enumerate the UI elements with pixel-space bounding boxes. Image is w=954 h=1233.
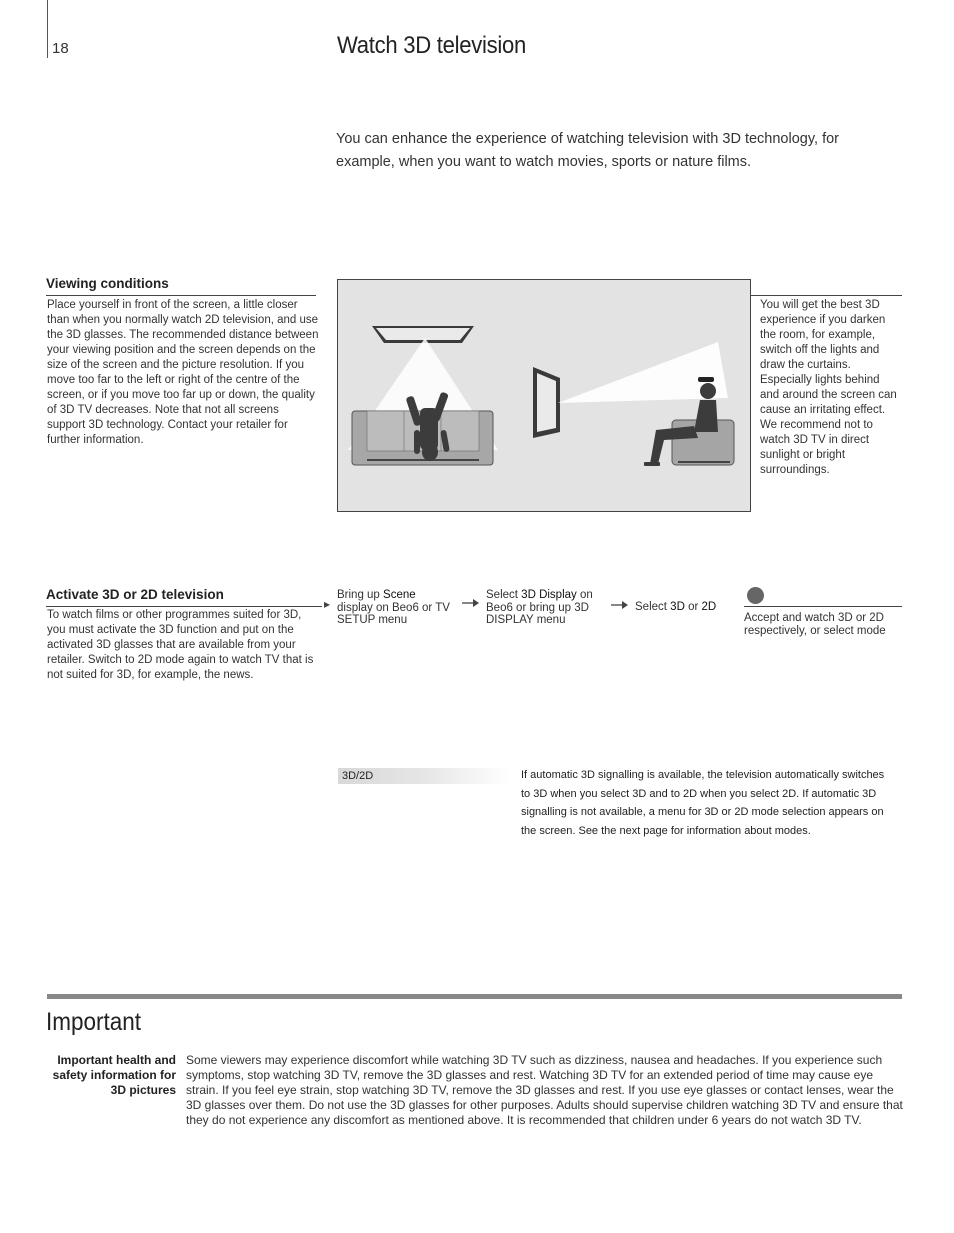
important-label: Important health and safety information for 3D pictures — [52, 1053, 176, 1097]
page-title: Watch 3D television — [337, 32, 527, 59]
important-body: Some viewers may experience discomfort while watching 3D TV such as dizziness, nausea and headaches. If you experience such symptoms, stop watching 3D TV, remove the 3D glasses and rest. Watching 3D TV for an extended period of time may cause eye strain. If you feel eye strain, stop watching 3D TV, remove the 3D glasses and rest. If you use eye glasses or contact lenses, wear the 3D glasses over them. Do not use the 3D glasses for other purposes. Adults should supervise children watching 3D TV and ensure that they do not experience any discomfort as mentioned above. It is recommended that children under 6 years do not watch 3D TV. — [186, 1053, 903, 1127]
step-select-3d-or-2d — [635, 601, 745, 614]
intro-text: You can enhance the experience of watching television with 3D technology, for example, when you want to watch movies, sports or nature films. — [336, 131, 839, 170]
step4-rule — [744, 606, 902, 607]
arrow-right-icon — [462, 597, 480, 612]
step2-post: on Beo6 or bring up 3D DISPLAY menu — [486, 589, 593, 626]
menu-note: If automatic 3D signalling is available, the television automatically switches to 3D when you select 3D and to 2D when you select 2D. If automatic 3D signalling is not available, a menu for 3D or 2D mode selection appears on the screen. See the next page for information about modes. — [521, 769, 885, 837]
important-title: Important — [46, 1008, 142, 1036]
viewing-illustration — [337, 279, 751, 512]
page-edge-rule — [47, 0, 48, 58]
scene-key: Scene — [383, 589, 416, 601]
side-note-rule — [750, 295, 902, 296]
2d-key: 2D — [701, 601, 717, 613]
viewing-heading: Viewing conditions — [46, 276, 169, 291]
viewing-rule — [46, 295, 316, 296]
arrow-right-icon: ▸ — [324, 597, 331, 611]
room-diagram — [338, 280, 750, 511]
viewing-side-note: You will get the best 3D experience if you darken the room, for example, switch off the lights and draw the curtains. Especially lights behind and around the screen can cause an irritating effect. We recommend not to watch 3D TV in direct sunlight or bright surroundings. — [760, 299, 897, 476]
viewing-body: Place yourself in front of the screen, a little closer than when you normally watch 2D television, and use the 3D glasses. The recommended distance between your viewing position and the screen depends on the size of the screen and the picture resolution. If you move too far to the left or right of the centre of the screen, or if you move too far up or down, the quality of 3D TV decreases. Note that not all screens support 3D technology. Contact your retailer for further information. — [47, 299, 319, 446]
step3-pre: Select — [635, 601, 671, 613]
step1-pre: Bring up — [337, 589, 384, 601]
3d-display-key: 3D Display — [521, 589, 577, 601]
step2-pre: Select — [486, 589, 522, 601]
3d-key: 3D — [670, 601, 685, 613]
step-bring-up-scene — [337, 589, 461, 627]
activate-body: To watch films or other programmes suited for 3D, you must activate the 3D function and put on the activated 3D glasses that are available from your retailer. Switch to 2D mode again to watch TV that is not suited for 3D, for example, the news. — [47, 609, 314, 681]
step1-post: display on Beo6 or TV SETUP menu — [337, 601, 450, 626]
center-button-icon — [747, 587, 764, 604]
arrow-right-icon — [611, 599, 629, 614]
activate-rule — [46, 606, 322, 607]
step3-mid: or — [684, 601, 702, 613]
important-divider — [47, 994, 902, 999]
menu-tag-3d-2d: 3D/2D — [338, 768, 510, 784]
page-number: 18 — [52, 40, 69, 57]
step-accept: Accept and watch 3D or 2D respectively, or select mode — [744, 612, 886, 637]
activate-heading: Activate 3D or 2D television — [46, 587, 224, 602]
step-select-3d-display — [486, 589, 608, 627]
